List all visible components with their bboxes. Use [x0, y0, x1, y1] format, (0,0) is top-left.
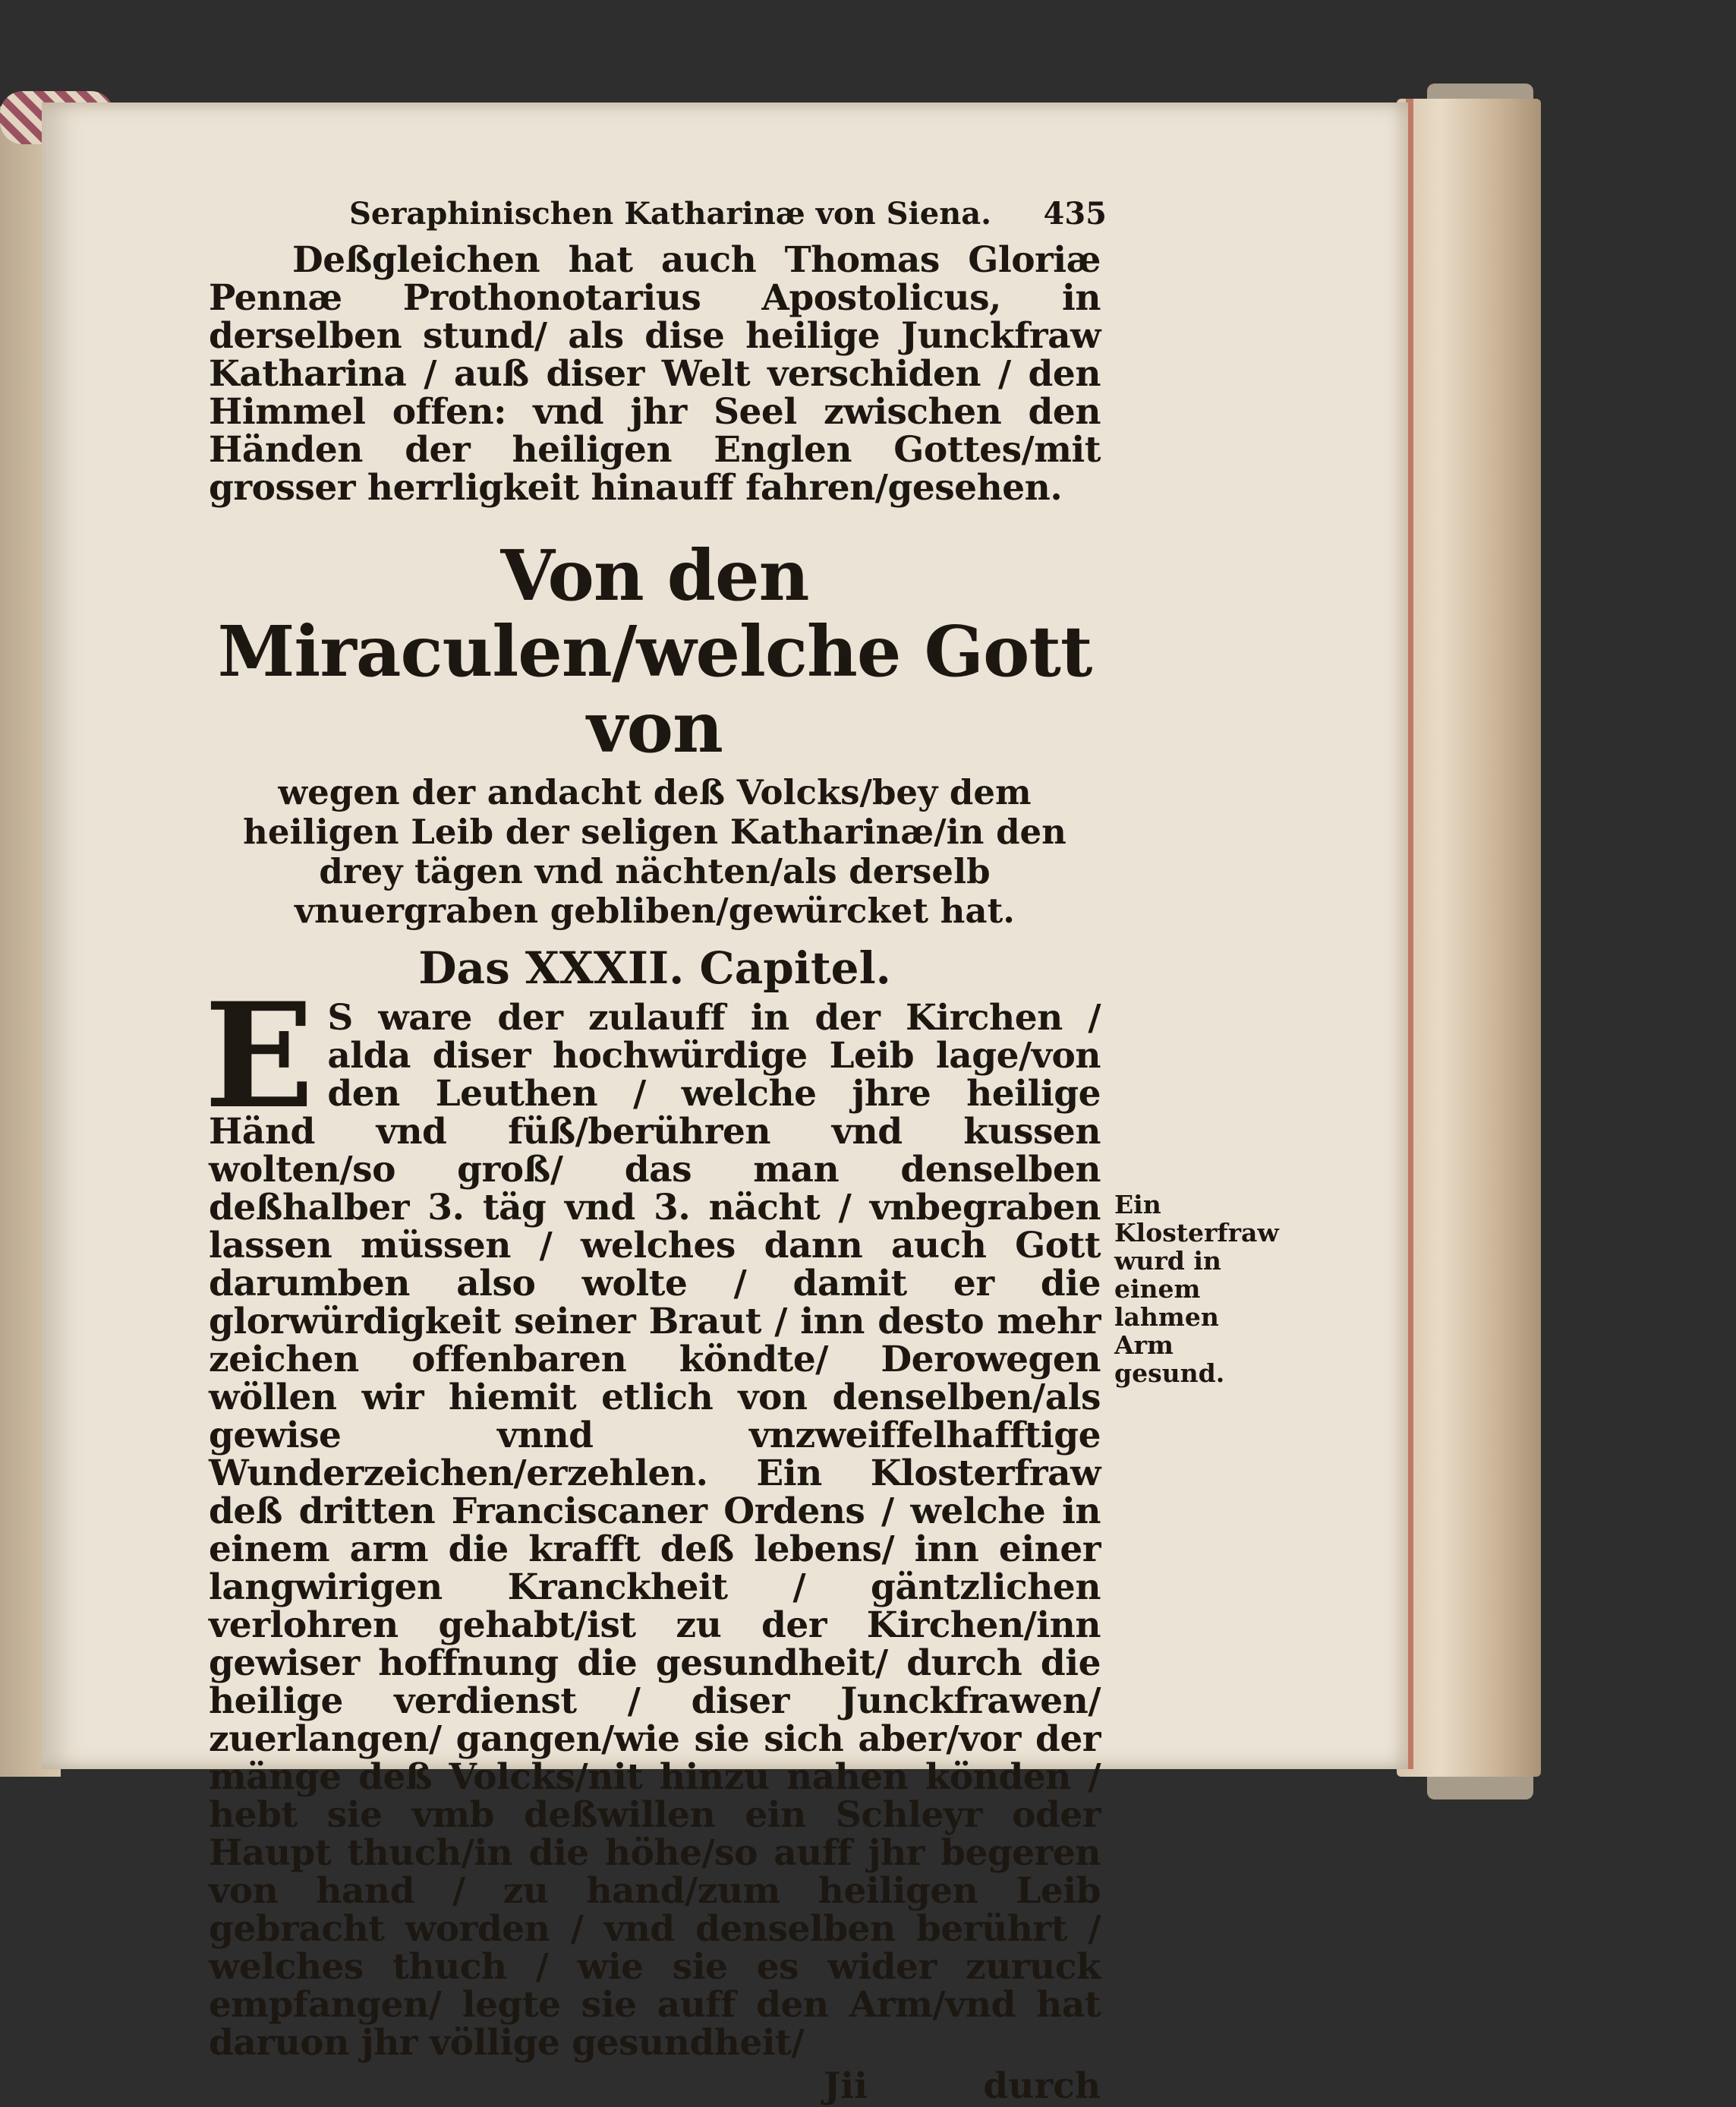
book-page-stack	[1397, 99, 1541, 1777]
paragraph-1: Deßgleichen hat auch Thomas Gloriæ Pennæ Prothonotarius Apostolicus, in derselben stund/ als dise heilige Junckfraw Katharina / auß diser Welt verschiden / den Himmel offen: vnd jhr Seel zwischen den Händen der heiligen Englen Gottes/mit grosser herrligkeit hinauff fahren/gesehen.	[209, 239, 1101, 509]
margin-note: Ein Klosterfraw wurd in einem lahmen Arm gesund.	[1114, 1190, 1279, 1388]
page-number: 435	[1043, 196, 1107, 232]
running-head	[209, 196, 1107, 241]
section-heading: Von den Miraculen/welche Gott von	[217, 535, 1092, 768]
chapter-body-text: S ware der zulauff in der Kirchen / alda diser hochwürdige Leib lage/von den Leuthen / welche jhre heilige Händ vnd füß/berühren vnd kussen wolten/so groß/ das man denselben deßhalber 3. täg vnd 3. nächt / vnbegraben lassen müssen / welches dann auch Gott darumben also wolte / damit er die glorwürdigkeit seiner Braut / inn desto mehr zeichen offenbaren köndte/ Derowegen wöllen wir hiemit etlich von denselben/als gewise vnnd vnzweiffelhafftige Wunderzeichen/erzehlen. Ein Klosterfraw deß dritten Franciscaner Ordens / welche in einem arm die krafft deß lebens/ inn einer langwirigen Kranckheit / gäntzlichen verlohren gehabt/ist zu der Kirchen/inn gewiser hoffnung die gesundheit/ durch die heilige verdienst / diser Junckfrawen/ zuerlangen/ gangen/wie sie sich aber/vor der mänge deß Volcks/nit hinzu nahen könden / hebt sie vmb deßwillen ein Schleyr oder Haupt thuch/in die höhe/so auff jhr begeren von hand / zu hand/zum heiligen Leib gebracht worden / vnd denselben berührt / welches thuch / wie sie es wider zuruck empfangen/ legte sie auff den Arm/vnd hat daruon jhr völlige gesundheit/	[209, 997, 1101, 2064]
running-head-title: Seraphinischen Katharinæ von Siena.	[349, 196, 992, 232]
chapter-title: Das XXXII. Capitel.	[418, 942, 891, 994]
catchword-line	[209, 2065, 1101, 2107]
page-text-column	[204, 196, 1107, 2107]
section-subheading: wegen der andacht deß Volcks/bey dem heiligen Leib der seligen Katharinæ/in den drey tägen vnd nächten/als derselb vnuergraben gebliben/gewürcket hat.	[243, 772, 1066, 931]
catchword: durch	[983, 2065, 1101, 2107]
drop-cap: E	[204, 971, 314, 1140]
signature-mark: Jii	[824, 2065, 868, 2107]
text-block	[209, 241, 1101, 507]
chapter-body	[204, 971, 1101, 2064]
